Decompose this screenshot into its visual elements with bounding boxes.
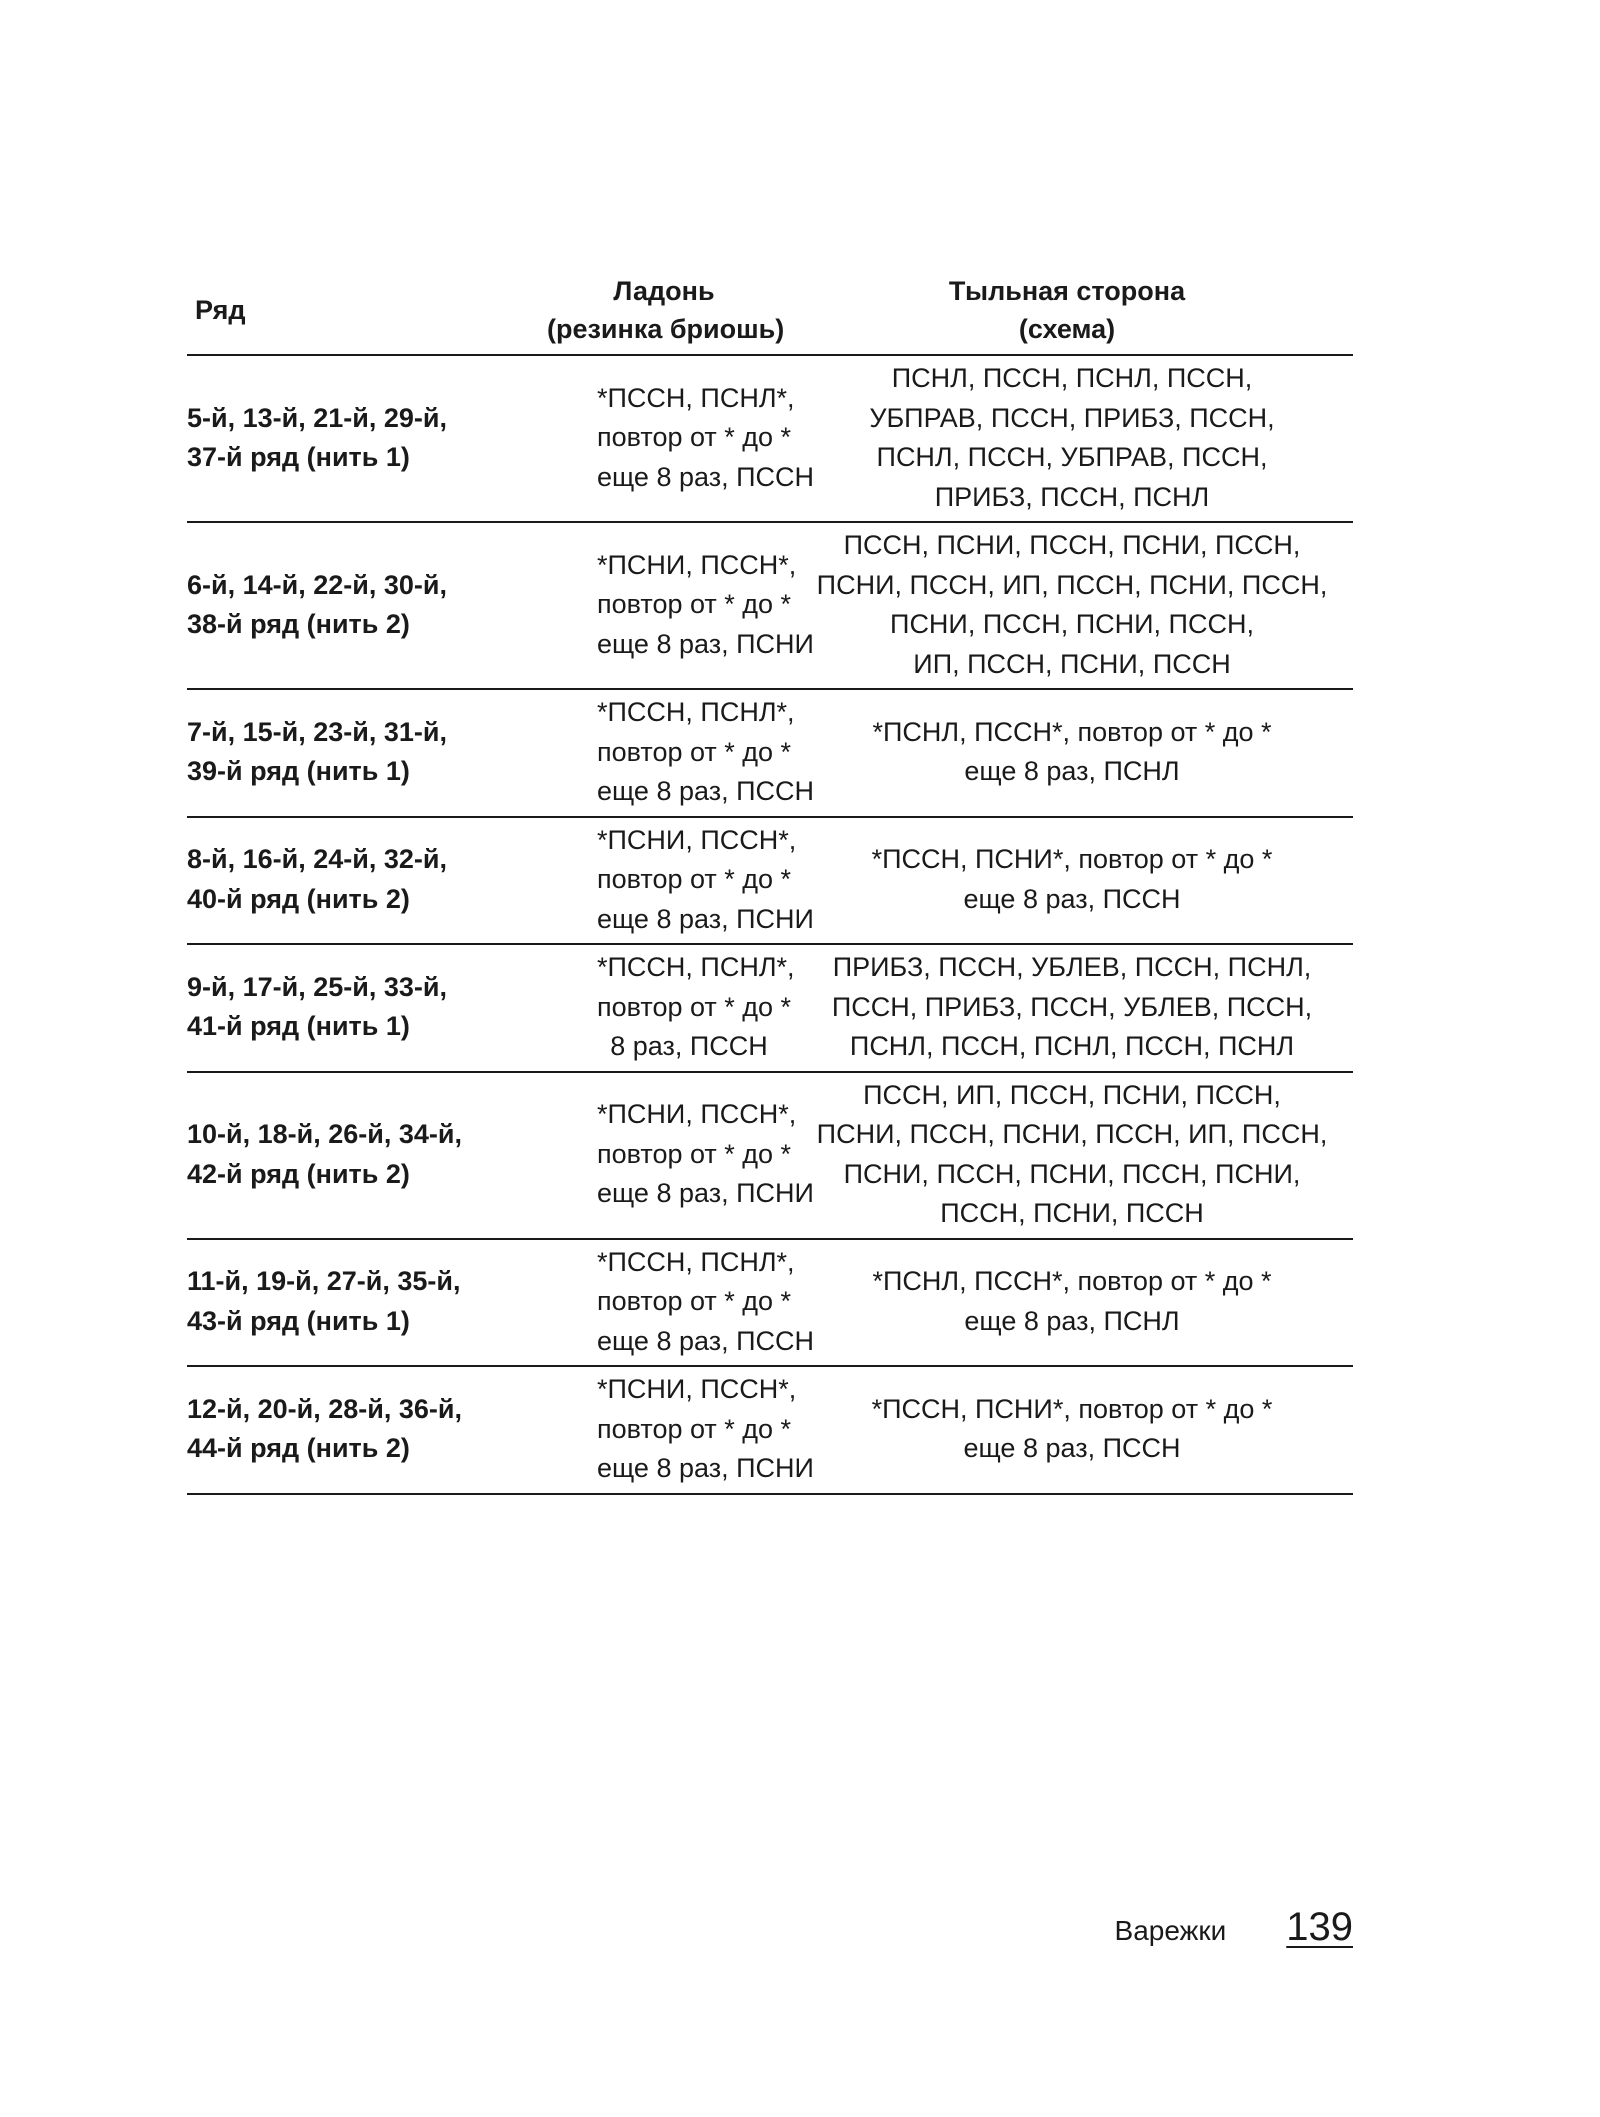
instruction-line: повтор от * до * (597, 1138, 792, 1169)
instruction-line: повтор от * до * (597, 991, 792, 1022)
instruction-line: 42-й ряд (нить 2) (187, 1158, 410, 1189)
instruction-line: 40-й ряд (нить 2) (187, 883, 410, 914)
instruction-line: 8 раз, ПССН (610, 1031, 768, 1061)
instruction-line: 9-й, 17-й, 25-й, 33-й, (187, 971, 447, 1002)
table-row (187, 355, 1353, 522)
instruction-line: еще 8 раз, ПСНЛ (964, 756, 1180, 787)
instruction-line: 12-й, 20-й, 28-й, 36-й, (187, 1393, 462, 1424)
instruction-line: ПССН, ИП, ПССН, ПСНИ, ПССН, (863, 1079, 1281, 1110)
instruction-line: ПСНЛ, ПССН, ПСНЛ, ПССН, ПСНЛ (849, 1031, 1295, 1061)
instruction-line: 6-й, 14-й, 22-й, 30-й, (187, 569, 447, 600)
back-instruction-cell (781, 1366, 1353, 1494)
instruction-line: еще 8 раз, ПСНИ (597, 628, 814, 659)
instruction-line: 43-й ряд (нить 1) (187, 1305, 410, 1336)
instruction-line: 44-й ряд (нить 2) (187, 1433, 410, 1464)
instruction-line: *ПССН, ПСНИ*, повтор от * до * (871, 844, 1273, 875)
instruction-line: ПСНИ, ПССН, ПСНИ, ПССН, (890, 609, 1254, 639)
instruction-line: ИП, ПССН, ПСНИ, ПССН (913, 648, 1231, 679)
instruction-line: *ПССН, ПСНЛ*, (597, 952, 795, 982)
table-row (187, 1366, 1353, 1494)
instruction-line: УБПРАВ, ПССН, ПРИБЗ, ПССН, (869, 402, 1275, 433)
row-label-cell (187, 355, 547, 522)
instruction-line: ПСНИ, ПССН, ПСНИ, ПССН, ИП, ПССН, (816, 1119, 1328, 1149)
palm-instruction-cell (547, 689, 814, 817)
palm-instruction-cell (547, 817, 814, 945)
instruction-line: *ПССН, ПСНЛ*, (597, 1246, 795, 1277)
back-instruction-cell (781, 1072, 1353, 1239)
table-row (187, 522, 1353, 689)
back-instruction-cell (781, 944, 1353, 1072)
row-label-cell (187, 1239, 547, 1367)
instruction-line: еще 8 раз, ПСНЛ (964, 1305, 1180, 1336)
instruction-line: еще 8 раз, ПССН (597, 776, 814, 806)
instruction-line: 38-й ряд (нить 2) (187, 609, 410, 639)
instruction-line: 39-й ряд (нить 1) (187, 756, 410, 787)
palm-instruction-cell (547, 944, 795, 1072)
back-instruction-cell (781, 689, 1353, 817)
row-label-cell (187, 1072, 547, 1239)
instruction-line: *ПСНИ, ПССН*, (597, 824, 797, 855)
table-row (187, 689, 1353, 817)
instruction-line: *ПССН, ПСНЛ*, (597, 697, 795, 727)
instruction-line: *ПСНЛ, ПССН*, повтор от * до * (872, 716, 1272, 747)
instruction-line: еще 8 раз, ПССН (597, 1325, 814, 1356)
instruction-line: ПСНЛ, ПССН, УБПРАВ, ПССН, (876, 442, 1268, 472)
instruction-line: еще 8 раз, ПССН (597, 461, 814, 492)
instruction-line: 11-й, 19-й, 27-й, 35-й, (187, 1266, 461, 1297)
header-palm-column: Ладонь (резинка бриошь) (547, 268, 781, 355)
palm-instruction-cell (547, 1072, 814, 1239)
instruction-line: 37-й ряд (нить 1) (187, 442, 410, 472)
palm-instruction-cell (547, 522, 814, 689)
instruction-line: ПССН, ПСНИ, ПССН (940, 1198, 1204, 1228)
instruction-line: *ПССН, ПСНИ*, повтор от * до * (871, 1393, 1273, 1424)
header-row-column: Ряд (187, 268, 547, 355)
palm-instruction-cell (547, 1366, 814, 1494)
instruction-line: ПРИБЗ, ПССН, ПСНЛ (934, 481, 1210, 512)
page-footer (1115, 1905, 1353, 1950)
header-back-column: Тыльная сторона (схема) (781, 268, 1353, 355)
row-label-cell (187, 817, 547, 945)
back-instruction-cell (781, 522, 1353, 689)
instruction-line: еще 8 раз, ПССН (963, 883, 1181, 914)
instruction-line: ПСНЛ, ПССН, ПСНЛ, ПССН, (891, 363, 1253, 393)
instruction-line: повтор от * до * (597, 736, 792, 767)
instruction-line: 7-й, 15-й, 23-й, 31-й, (187, 716, 447, 747)
row-label-cell (187, 522, 547, 689)
instruction-line: ПСНИ, ПССН, ПСНИ, ПССН, ПСНИ, (843, 1158, 1301, 1189)
instruction-line: повтор от * до * (597, 589, 792, 620)
table-row (187, 1239, 1353, 1367)
back-instruction-cell (781, 355, 1353, 522)
instruction-line: *ПСНИ, ПССН*, (597, 1099, 797, 1130)
knitting-pattern-table (187, 268, 1353, 1495)
table-row (187, 1072, 1353, 1239)
instruction-line: *ПСНИ, ПССН*, (597, 549, 797, 580)
instruction-line: повтор от * до * (597, 1413, 792, 1444)
table-header-row (187, 268, 1353, 355)
instruction-line: еще 8 раз, ПСНИ (597, 1178, 814, 1209)
instruction-line: 8-й, 16-й, 24-й, 32-й, (187, 844, 447, 875)
page-number: 139 (1286, 1905, 1353, 1949)
instruction-line: 5-й, 13-й, 21-й, 29-й, (187, 402, 447, 433)
row-label-cell (187, 689, 547, 817)
instruction-line: еще 8 раз, ПСНИ (597, 903, 814, 934)
instruction-line: повтор от * до * (597, 864, 792, 894)
table-row (187, 817, 1353, 945)
table-row (187, 944, 1353, 1072)
instruction-line: *ПСНЛ, ПССН*, повтор от * до * (872, 1266, 1272, 1297)
back-instruction-cell (781, 1239, 1353, 1367)
instruction-line: повтор от * до * (597, 1286, 792, 1316)
palm-instruction-cell (547, 355, 814, 522)
instruction-line: еще 8 раз, ПСНИ (597, 1453, 814, 1483)
instruction-line: ПРИБЗ, ПССН, УБЛЕВ, ПССН, ПСНЛ, (832, 952, 1312, 982)
instruction-line: еще 8 раз, ПССН (963, 1433, 1181, 1464)
palm-instruction-cell (547, 1239, 814, 1367)
instruction-line: повтор от * до * (597, 422, 792, 453)
instruction-line: ПССН, ПРИБЗ, ПССН, УБЛЕВ, ПССН, (831, 991, 1313, 1022)
row-label-cell (187, 944, 547, 1072)
instruction-line: ПСНИ, ПССН, ИП, ПССН, ПСНИ, ПССН, (816, 569, 1328, 600)
instruction-line: ПССН, ПСНИ, ПССН, ПСНИ, ПССН, (843, 530, 1301, 560)
table-body (187, 355, 1353, 1494)
instruction-line: *ПССН, ПСНЛ*, (597, 382, 795, 413)
row-label-cell (187, 1366, 547, 1494)
instruction-line: *ПСНИ, ПССН*, (597, 1374, 797, 1404)
section-title: Варежки (1114, 1915, 1227, 1946)
instruction-line: 41-й ряд (нить 1) (187, 1011, 410, 1042)
back-instruction-cell (781, 817, 1353, 945)
instruction-line: 10-й, 18-й, 26-й, 34-й, (187, 1119, 462, 1149)
